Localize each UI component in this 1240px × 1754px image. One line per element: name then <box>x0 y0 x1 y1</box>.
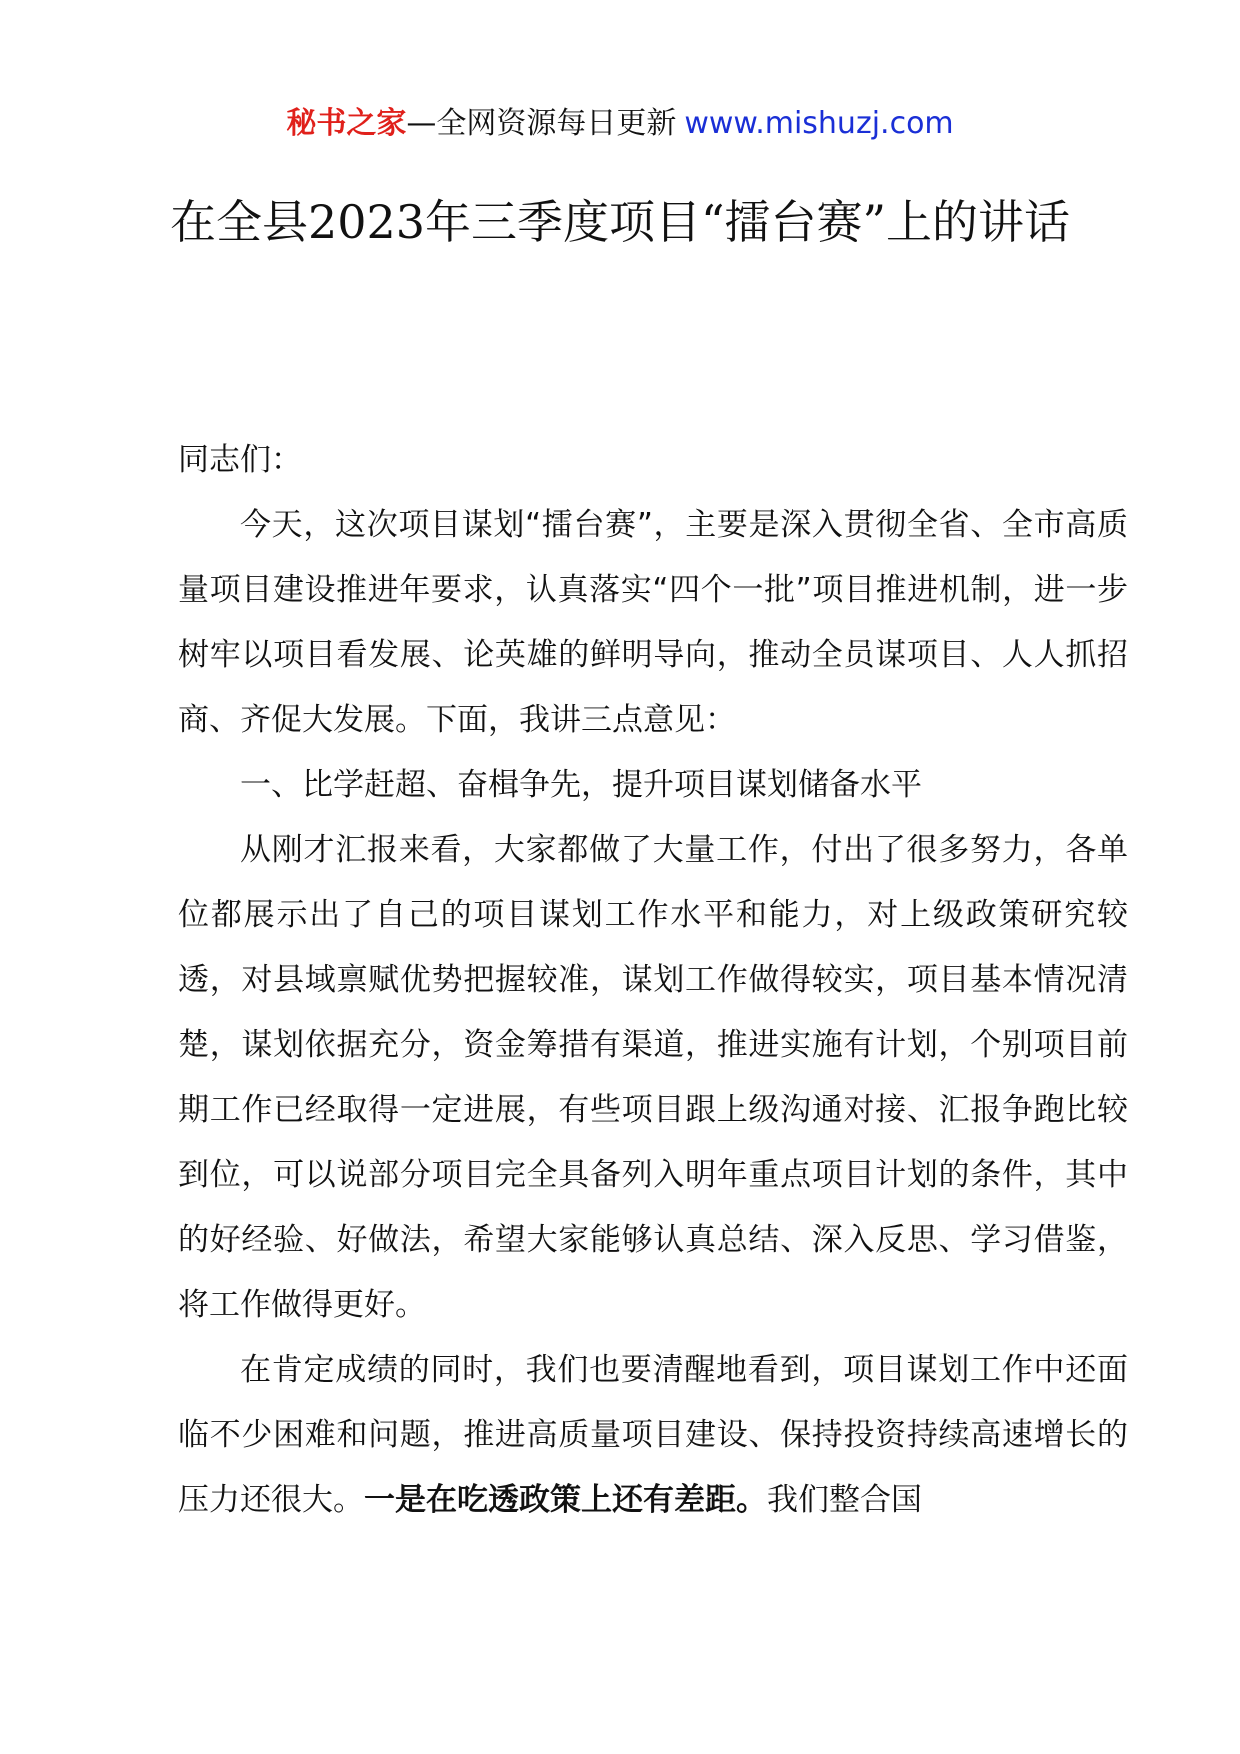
salutation: 同志们： <box>178 442 302 478</box>
paragraph-problems-bold: 一是在吃透政策上还有差距。 <box>364 1482 767 1518</box>
header-slogan: —全网资源每日更新 <box>406 106 677 141</box>
document-body <box>178 428 1128 1533</box>
paragraph-intro: 今天，这次项目谋划“擂台赛”，主要是深入贯彻全省、全市高质量项目建设推进年要求，认真落实“四个一批”项目推进机制，进一步树牢以项目看发展、论英雄的鲜明导向，推动全员谋项目、人人抓招商、齐促大发展。下面，我讲三点意见： <box>178 507 1128 738</box>
paragraph-achievements: 从刚才汇报来看，大家都做了大量工作，付出了很多努力，各单位都展示出了自己的项目谋划工作水平和能力，对上级政策研究较透，对县域禀赋优势把握较准，谋划工作做得较实，项目基本情况清楚，谋划依据充分，资金筹措有渠道，推进实施有计划，个别项目前期工作已经取得一定进展，有些项目跟上级沟通对接、汇报争跑比较到位，可以说部分项目完全具备列入明年重点项目计划的条件，其中的好经验、好做法，希望大家能够认真总结、深入反思、学习借鉴，将工作做得更好。 <box>178 832 1128 1323</box>
paragraph-problems <box>178 1338 1128 1533</box>
header-banner <box>0 102 1240 146</box>
paragraph-problems-start: 在肯定成绩的同时，我们也要清醒地看到，项目谋划工作中还面临不少困难和问题，推进高质量项目建设、保持投资持续高速增长的压力还很大。 <box>178 1352 1128 1518</box>
paragraph-problems-end: 我们整合国 <box>767 1482 922 1518</box>
section-heading-1: 一、比学赶超、奋楫争先，提升项目谋划储备水平 <box>240 767 922 803</box>
document-title: 在全县2023年三季度项目“擂台赛”上的讲话 <box>169 195 1071 249</box>
site-url-link[interactable]: www.mishuzj.com <box>684 106 954 141</box>
brand-name: 秘书之家 <box>286 106 407 141</box>
